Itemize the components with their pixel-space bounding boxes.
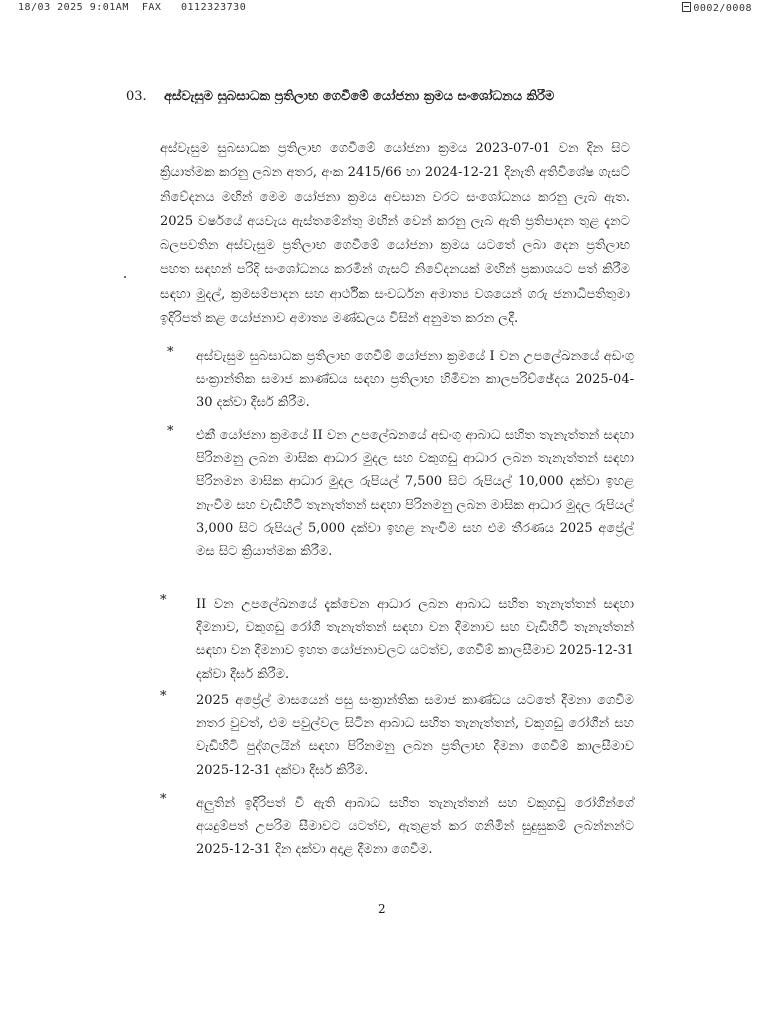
bullet-star: *	[167, 345, 174, 360]
page-number: 2	[378, 902, 386, 916]
bullet-text: අස්වැසුම සුබසාධක ප්‍රතිලාභ ගෙවීම් යෝජනා ක්‍රමයේ I වන උපලේඛනයේ අඩංගු සංක්‍රාන්තික සමාජ කාණ්ඩය සඳහා ප්‍රතිලාභ හිමිවන කාලපරිච්ඡේදය 2025-04-30 දක්වා දීර්ඝ කිරීම.	[196, 349, 634, 411]
intro-paragraph: අස්වැසුම සුබසාධක ප්‍රතිලාභ ගෙවීමේ යෝජනා ක්‍රමය 2023-07-01 වන දින සිට ක්‍රියාත්මක කරනු ලබන අතර, අංක 2415/66 හා 2024-12-21 දිනැති අතිවිශේෂ ගැසට් නිවේදනය මඟින් මෙම යෝජනා ක්‍රමය අවසාන වරට සංශෝධනය කරනු ලැබ ඇත. 2025 වර්ෂයේ අයවැය ඇස්තමේන්තු මඟින් වෙන් කරනු ලැබ ඇති ප්‍රතිපාදන තුළ දැනට බලපවතින අස්වැසුම ප්‍රතිලාභ ගෙවීමේ යෝජනා ක්‍රමය යටතේ ලබා දෙන ප්‍රතිලාභ පහත සඳහන් පරිදි සංශෝධනය කරමින් ගැසට් නිවේදනයක් මඟින් ප්‍රකාශයට පත් කිරීම සඳහා මුදල්, ක්‍රමසම්පාදන සහ ආර්ථික සංවර්ධන අමාත්‍ය වශයෙන් ගරු ජනාධිපතිතුමා ඉදිරිපත් කළ යෝජනාව අමාත්‍ය මණ්ඩලය විසින් අනුමත කරන ලදී.	[160, 141, 630, 327]
bullet-star: *	[160, 792, 167, 807]
fax-header	[18, 2, 752, 16]
section-number: 03.	[126, 89, 147, 104]
section-title: අස්වැසුම සුබසාධක ප්‍රතිලාභ ගෙවීමේ යෝජනා ක්‍රමය සංශෝධනය කිරීම	[164, 89, 555, 104]
fax-header-page-count	[682, 2, 752, 14]
bullet-star: *	[167, 424, 174, 439]
fax-page-count-text: 0002/0008	[693, 3, 752, 14]
bullet-star: *	[160, 689, 167, 704]
page-icon	[682, 2, 691, 12]
fax-header-timestamp: 18/03 2025 9:01AM FAX 0112323730	[18, 2, 247, 13]
bullet-text: එකී යෝජනා ක්‍රමයේ II වන උපලේඛනයේ අඩංගු ආබාධ සහිත තැනැත්තන් සඳහා පිරිනමනු ලබන මාසික ආධාර මුදල සහ වකුගඩු ආධාර ලබන තැනැත්තන් සඳහා පිරිනමන මාසික ආධාර මුදල රුපියල් 7,500 සිට රුපියල් 10,000 දක්වා ඉහළ නැංවීම සහ වැඩිහිටි තැනැත්තන් සඳහා පිරිනමනු ලබන මාසික ආධාර මුදල රුපියල් 3,000 සිට රුපියල් 5,000 දක්වා ඉහළ නැංවීම සහ එම තීරණය 2025 අප්‍රේල් මස සිට ක්‍රියාත්මක කිරීම.	[196, 428, 634, 560]
bullet-text: II වන උපලේඛනයේ දැක්වෙන ආධාර ලබන ආබාධ සහිත තැනැත්තන් සඳහා දීමනාව, වකුගඩු රෝගී තැනැත්තන් සඳහා වන දීමනාව සහ වැඩිහිටි තැනැත්තන් සඳහා වන දීමනාව ඉහත යෝජනාවලට යටත්ව, ගෙවීම් කාලසීමාව 2025-12-31 දක්වා දීර්ඝ කිරීම.	[196, 597, 634, 682]
bullet-star: *	[160, 593, 167, 608]
section-heading	[126, 89, 646, 104]
bullet-text: 2025 අප්‍රේල් මාසයෙන් පසු සංක්‍රාන්තික සමාජ කාණ්ඩය යටතේ දීමනා ගෙවීම නතර වුවත්, එම පවුල්වල සිටින ආබාධ සහිත තැනැත්තන්, වකුගඩු රෝගීන් සහ වැඩිහිටි පුද්ගලයින් සඳහා පිරිනමනු ලබන ප්‍රතිලාභ දීමනා ගෙවීම් කාලසීමාව 2025-12-31 දක්වා දීර්ඝ කිරීම.	[196, 693, 634, 778]
scan-artifact-dot	[124, 276, 126, 278]
bullet-text: අලුතින් ඉදිරිපත් වී ඇති ආබාධ සහිත තැනැත්තන් සහ වකුගඩු රෝගීන්ගේ අයදුම්පත් උපරිම සීමාවට යටත්ව, ඇතුළත් කර ගනිමින් සුදුසුකම් ලබන්නන්ට 2025-12-31 දින දක්වා අදාළ දීමනා ගෙවීම.	[196, 796, 634, 858]
